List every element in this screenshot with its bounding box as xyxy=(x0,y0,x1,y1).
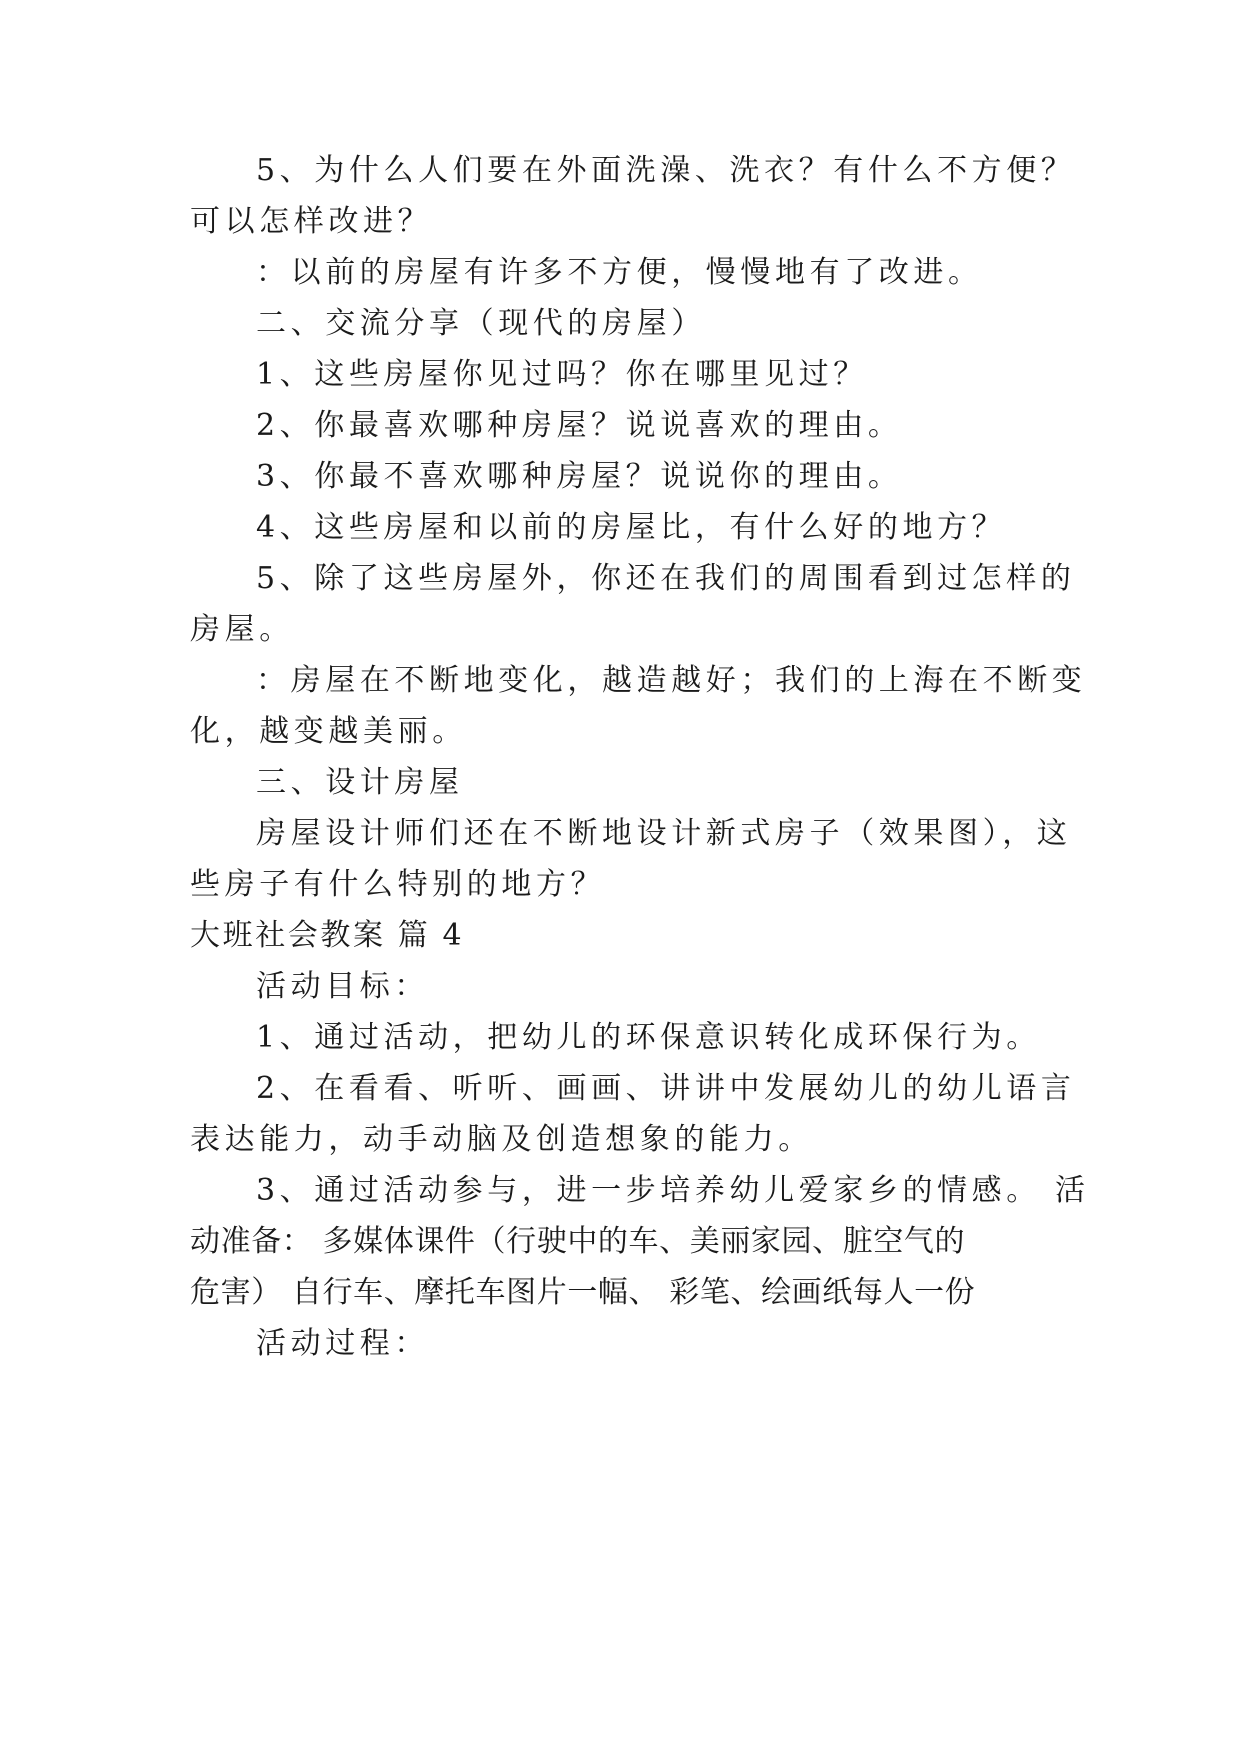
document-title: 大班社会教案 篇 4 xyxy=(190,918,465,953)
paragraph-line: 些房子有什么特别的地方？ xyxy=(190,867,606,902)
paragraph-line: ：以前的房屋有许多不方便，慢慢地有了改进。 xyxy=(256,255,983,290)
paragraph-line: ：房屋在不断地变化，越造越好；我们的上海在不断变 xyxy=(256,663,1087,698)
paragraph-line: 化，越变越美丽。 xyxy=(190,714,467,749)
paragraph-line: 可以怎样改进？ xyxy=(190,204,433,239)
paragraph-line: 危害） 自行车、摩托车图片一幅、 彩笔、绘画纸每人一份 xyxy=(190,1275,976,1310)
paragraph-line: 5、除了这些房屋外，你还在我们的周围看到过怎样的 xyxy=(256,561,1076,596)
section-heading: 二、交流分享（现代的房屋） xyxy=(256,306,706,341)
paragraph-line: 5、为什么人们要在外面洗澡、洗衣？有什么不方便？ xyxy=(256,153,1076,188)
paragraph-line: 房屋。 xyxy=(190,612,294,647)
section-heading: 三、设计房屋 xyxy=(256,765,464,800)
paragraph-line: 1、通过活动，把幼儿的环保意识转化成环保行为。 xyxy=(256,1020,1041,1055)
paragraph-line: 1、这些房屋你见过吗？你在哪里见过？ xyxy=(256,357,868,392)
paragraph-line: 3、你最不喜欢哪种房屋？说说你的理由。 xyxy=(256,459,903,494)
section-heading: 活动目标： xyxy=(256,969,429,1004)
paragraph-line: 动准备： 多媒体课件（行驶中的车、美丽家园、脏空气的 xyxy=(190,1224,966,1259)
paragraph-line: 3、通过活动参与，进一步培养幼儿爱家乡的情感。 活 xyxy=(256,1173,1090,1208)
paragraph-line: 2、在看看、听听、画画、讲讲中发展幼儿的幼儿语言 xyxy=(256,1071,1076,1106)
paragraph-line: 4、这些房屋和以前的房屋比，有什么好的地方？ xyxy=(256,510,1007,545)
section-heading: 活动过程： xyxy=(256,1326,429,1361)
paragraph-line: 房屋设计师们还在不断地设计新式房子（效果图），这 xyxy=(256,816,1072,851)
paragraph-line: 表达能力，动手动脑及创造想象的能力。 xyxy=(190,1122,813,1157)
paragraph-line: 2、你最喜欢哪种房屋？说说喜欢的理由。 xyxy=(256,408,903,443)
